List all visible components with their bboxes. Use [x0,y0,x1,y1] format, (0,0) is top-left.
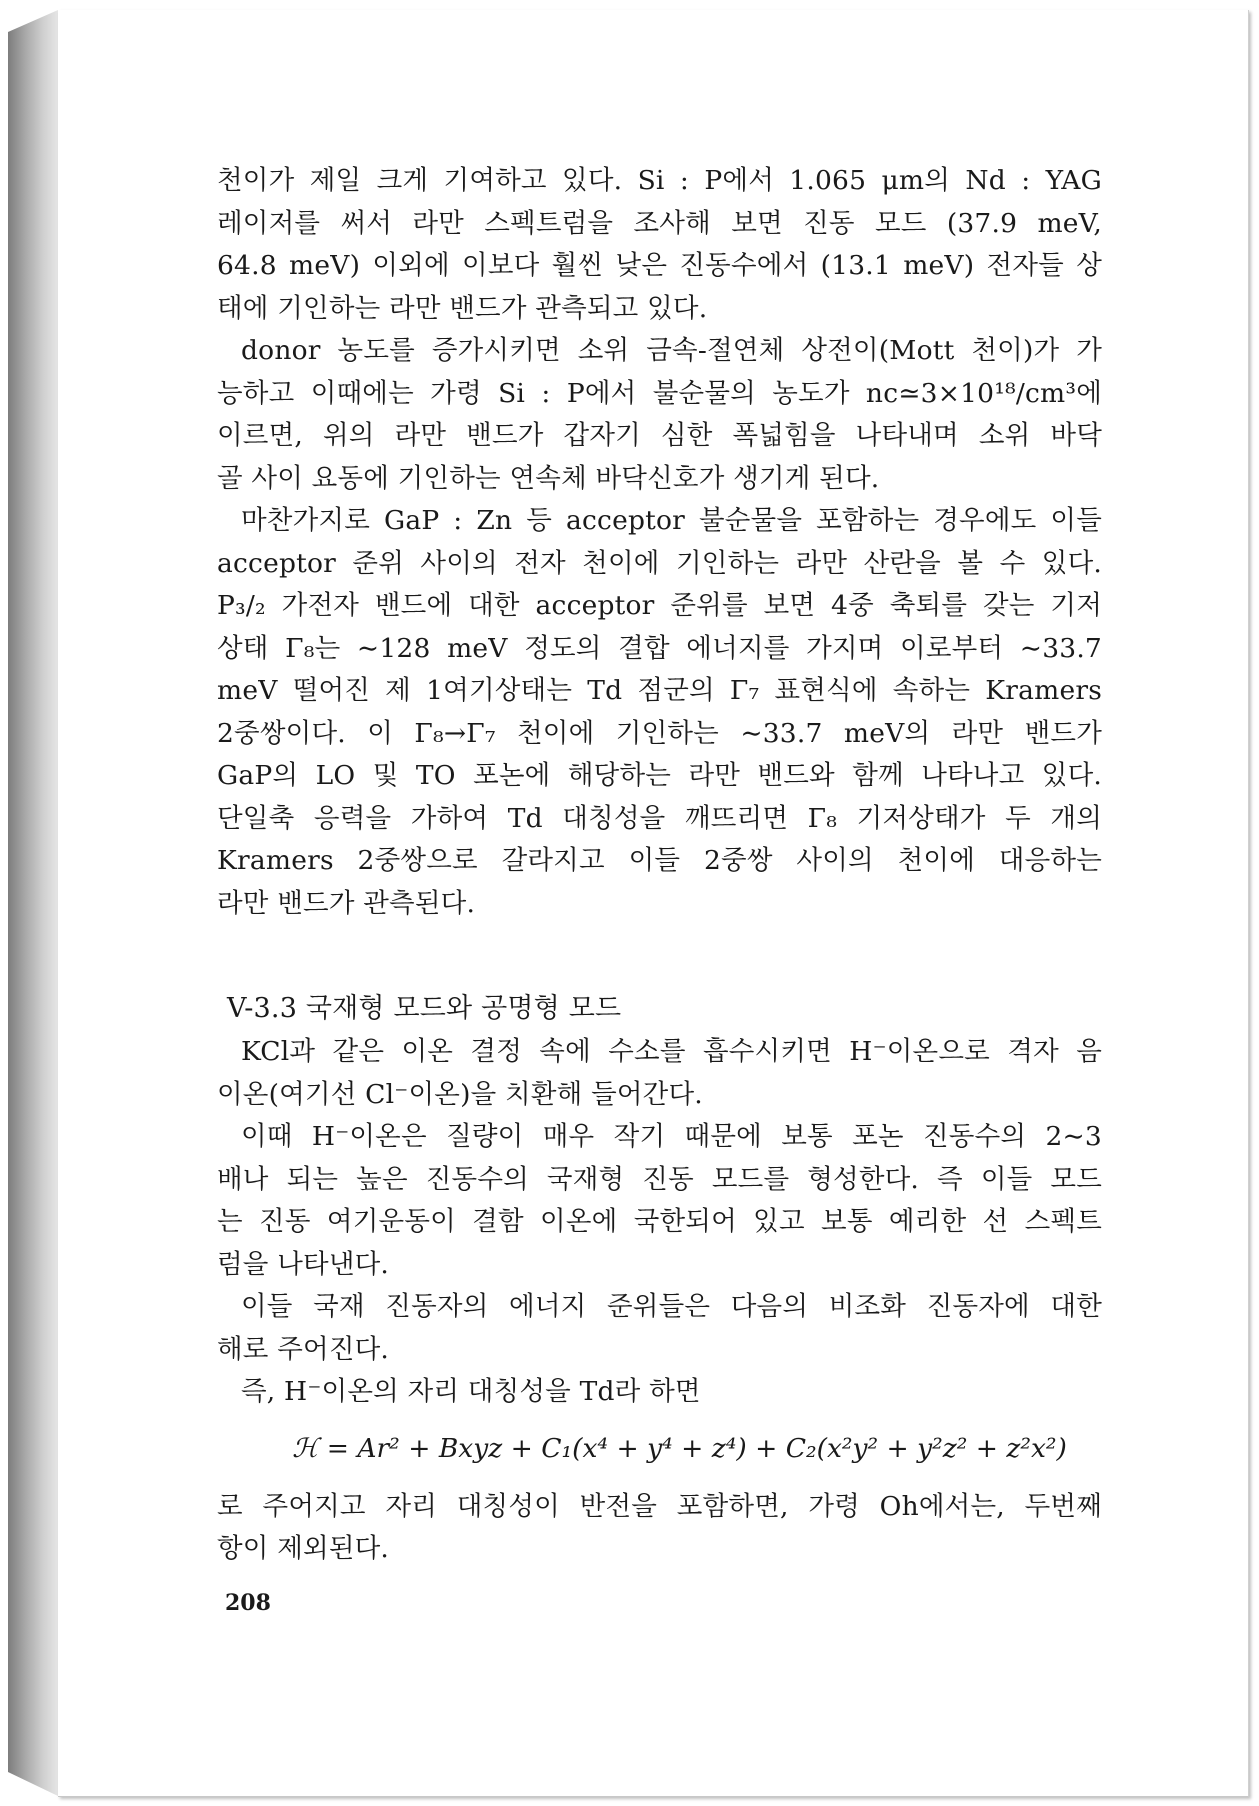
paragraph-1 [217,160,1102,330]
text-line: 해로 주어진다. [217,1333,390,1365]
text-line: 항이 제외된다. [217,1533,390,1564]
page-body [217,160,1102,1571]
text-line: 럼을 나타낸다. [217,1248,390,1280]
text-line: 골 사이 요동에 기인하는 연속체 바닥신호가 생기게 된다. [217,462,880,494]
paragraph-7 [217,1371,1102,1414]
text-line: 레이저를 써서 라만 스펙트럼을 조사해 보면 진동 모드 (37.9 meV, [217,207,1102,239]
text-line: 이르면, 위의 라만 밴드가 갑자기 심한 폭넓힘을 나타내며 소위 바닥 [217,420,1102,451]
text-line: 즉, H⁻이온의 자리 대칭성을 Td라 하면 [241,1376,701,1407]
hamiltonian-equation: ℋ = Ar² + Bxyz + C₁(x⁴ + y⁴ + z⁴) + C₂(x²y² + y²z² + z²x²) [292,1432,1067,1464]
text-line: GaP의 LO 및 TO 포논에 해당하는 라만 밴드와 함께 나타나고 있다. [217,760,1102,791]
text-line: 이들 국재 진동자의 에너지 준위들은 다음의 비조화 진동자에 대한 [241,1291,1102,1322]
section-title: V-3.3 국재형 모드와 공명형 모드 [227,993,622,1024]
text-line: 태에 기인하는 라만 밴드가 관측되고 있다. [217,292,708,324]
text-line: 능하고 이때에는 가령 Si : P에서 불순물의 농도가 nc≃3×10¹⁸/cm³에 [217,377,1102,409]
text-line: 배나 되는 높은 진동수의 국재형 진동 모드를 형성한다. 즉 이들 모드 [217,1163,1102,1195]
paragraph-5 [217,1116,1102,1286]
paragraph-4 [217,1031,1102,1116]
text-line: KCl과 같은 이온 결정 속에 수소를 흡수시키면 H⁻이온으로 격자 음 [241,1036,1102,1067]
text-line: Kramers 2중쌍으로 갈라지고 이들 2중쌍 사이의 천이에 대응하는 [217,845,1102,876]
text-line: meV 떨어진 제 1여기상태는 Td 점군의 Γ₇ 표현식에 속하는 Kramers [217,675,1102,706]
text-line: 이온(여기선 Cl⁻이온)을 치환해 들어간다. [217,1078,703,1110]
text-line: 로 주어지고 자리 대칭성이 반전을 포함하면, 가령 Oh에서는, 두번째 [217,1490,1102,1522]
paragraph-6 [217,1286,1102,1371]
text-line: 라만 밴드가 관측된다. [217,887,476,919]
text-line: 단일축 응력을 가하여 Td 대칭성을 깨뜨리면 Γ₈ 기저상태가 두 개의 [217,802,1102,834]
paragraph-3 [217,500,1102,925]
text-line: P₃/₂ 가전자 밴드에 대한 acceptor 준위를 보면 4중 축퇴를 갖는 기저 [217,590,1102,621]
book-spine [8,10,58,1796]
text-line: 천이가 제일 크게 기여하고 있다. Si : P에서 1.065 μm의 Nd : YAG [217,165,1102,196]
text-line: 상태 Γ₈는 ∼128 meV 정도의 결합 에너지를 가지며 이로부터 ∼33.7 [217,632,1102,664]
text-line: acceptor 준위 사이의 전자 천이에 기인하는 라만 산란을 볼 수 있다. [217,547,1102,579]
text-line: 는 진동 여기운동이 결함 이온에 국한되어 있고 보통 예리한 선 스펙트 [217,1206,1102,1237]
paragraph-8 [217,1486,1102,1571]
page-number: 208 [225,1590,271,1616]
text-line: donor 농도를 증가시키면 소위 금속-절연체 상전이(Mott 천이)가 가 [241,335,1102,366]
paragraph-2 [217,330,1102,500]
text-line: 마찬가지로 GaP : Zn 등 acceptor 불순물을 포함하는 경우에도 이들 [241,505,1102,536]
text-line: 2중쌍이다. 이 Γ₈→Γ₇ 천이에 기인하는 ∼33.7 meV의 라만 밴드가 [217,717,1102,749]
text-line: 64.8 meV) 이외에 이보다 훨씬 낮은 진동수에서 (13.1 meV) 전자들 상 [217,250,1102,281]
text-line: 이때 H⁻이온은 질량이 매우 작기 때문에 보통 포논 진동수의 2∼3 [241,1121,1102,1152]
